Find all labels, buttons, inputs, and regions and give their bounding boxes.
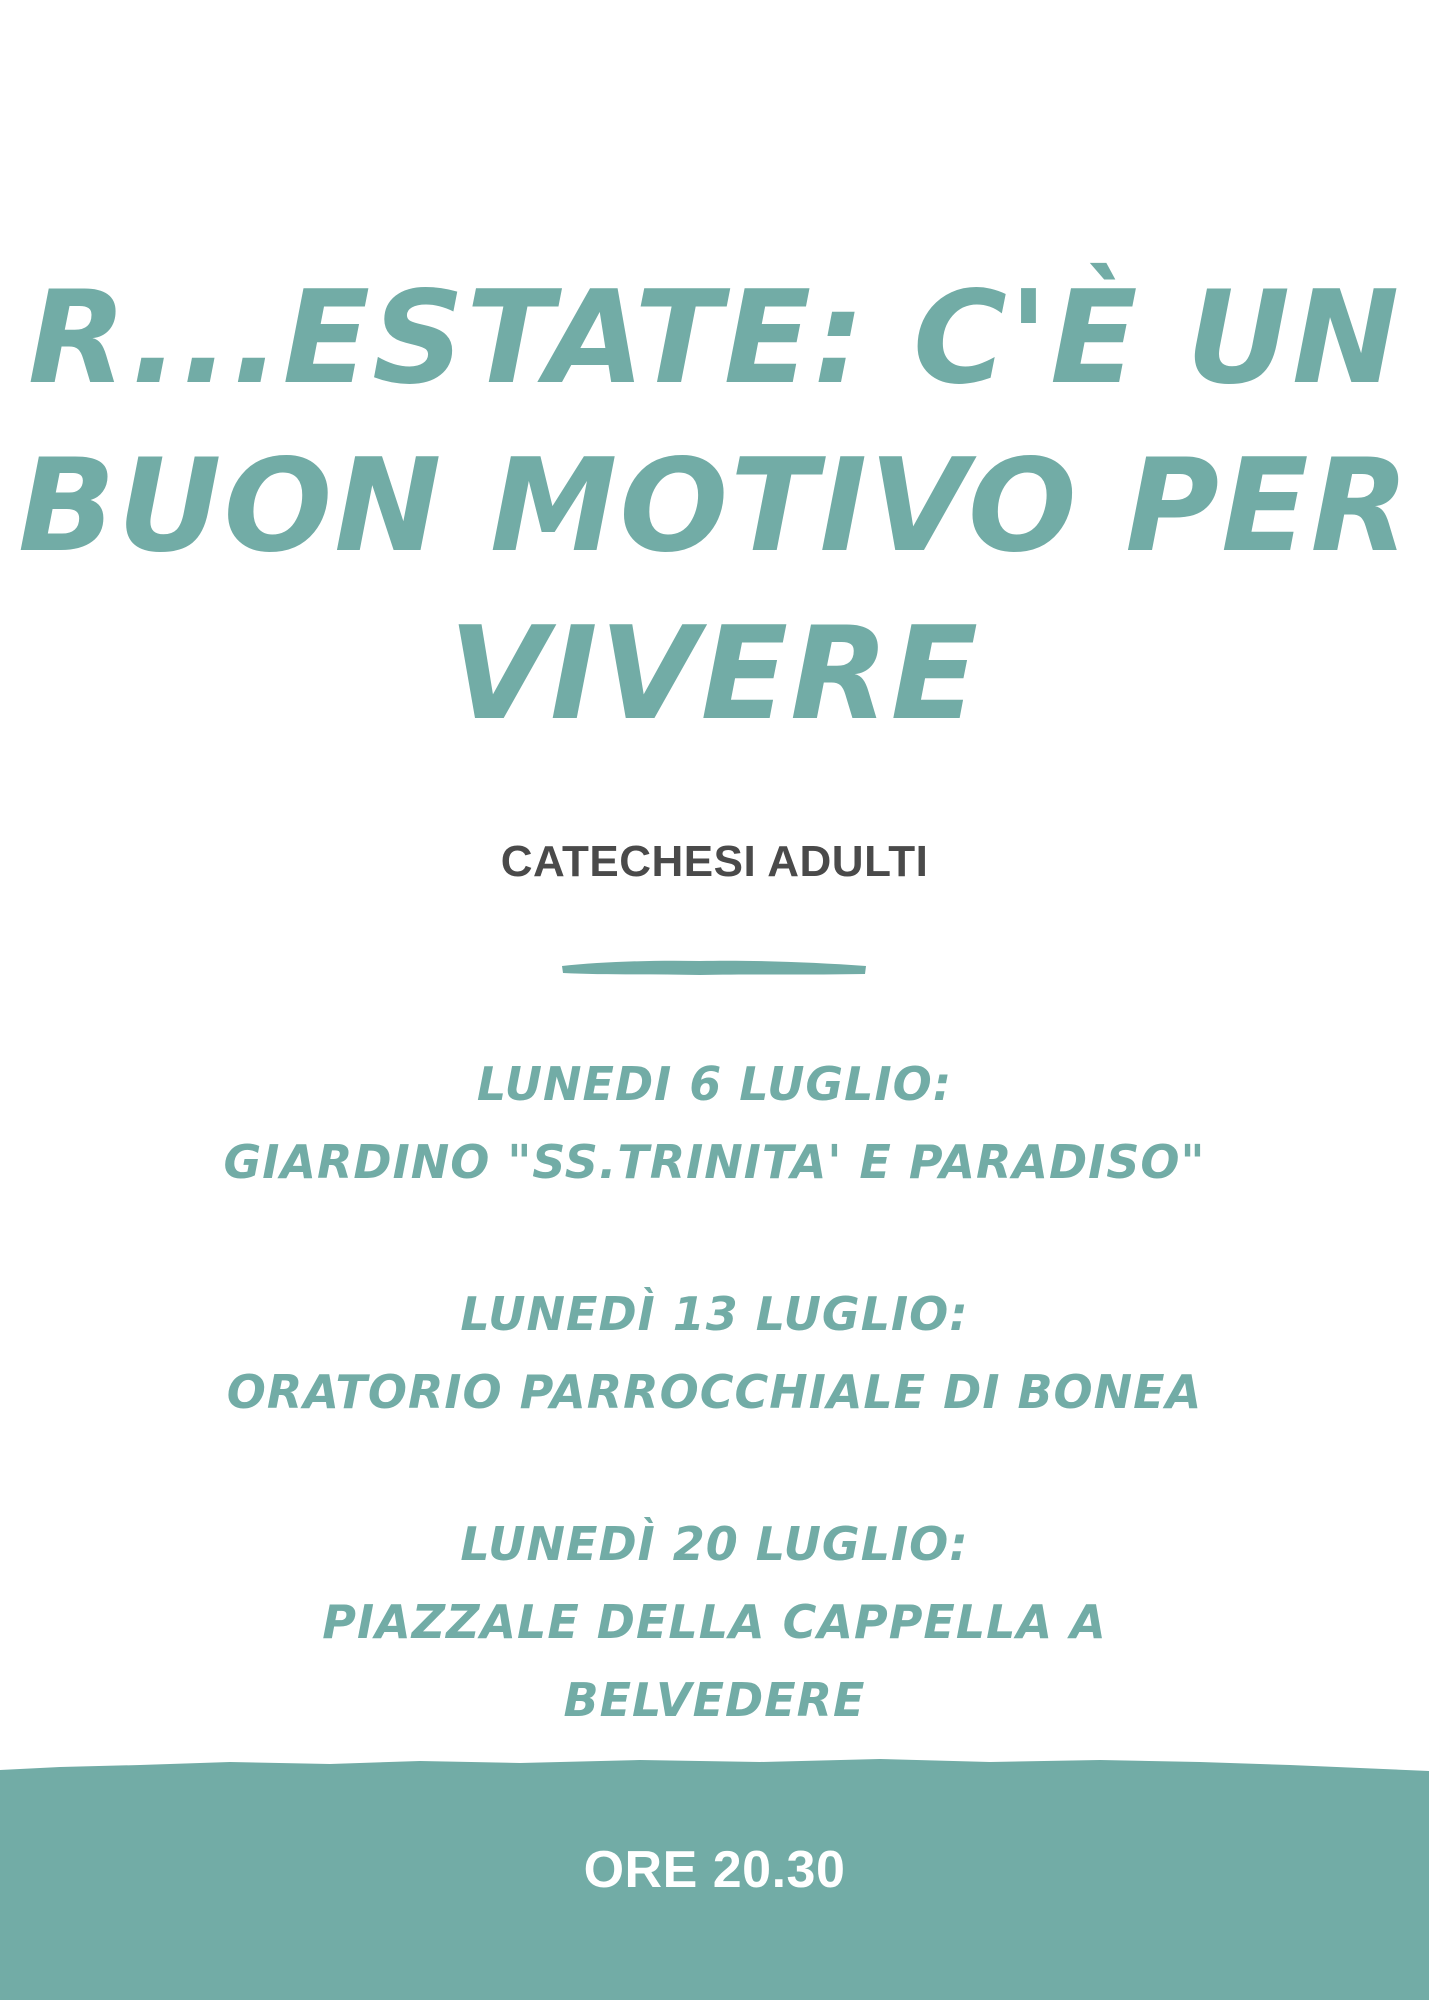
event-date: LUNEDÌ 20 LUGLIO:	[460, 1517, 969, 1571]
event-date: LUNEDÌ 13 LUGLIO:	[460, 1287, 969, 1341]
event-place: PIAZZALE DELLA CAPPELLA A	[322, 1595, 1107, 1649]
brush-divider	[560, 952, 868, 982]
event-place: BELVEDERE	[563, 1673, 866, 1727]
event-place: ORATORIO PARROCCHIALE DI BONEA	[226, 1365, 1203, 1419]
event-item	[0, 1505, 1429, 1739]
title-line-2: BUON MOTIVO PER	[17, 432, 1412, 581]
event-item	[0, 1275, 1429, 1431]
footer-time: ORE 20.30	[583, 1841, 846, 1899]
subtitle: CATECHESI ADULTI	[500, 837, 929, 886]
event-item	[0, 1045, 1429, 1201]
title-line-1: R...ESTATE: C'È UN	[27, 264, 1402, 413]
flyer-title	[0, 255, 1429, 759]
title-line-3: VIVERE	[448, 600, 981, 749]
event-date: LUNEDI 6 LUGLIO:	[476, 1057, 953, 1111]
event-list	[0, 1045, 1429, 1813]
event-place: GIARDINO "SS.TRINITA' E PARADISO"	[223, 1135, 1206, 1189]
